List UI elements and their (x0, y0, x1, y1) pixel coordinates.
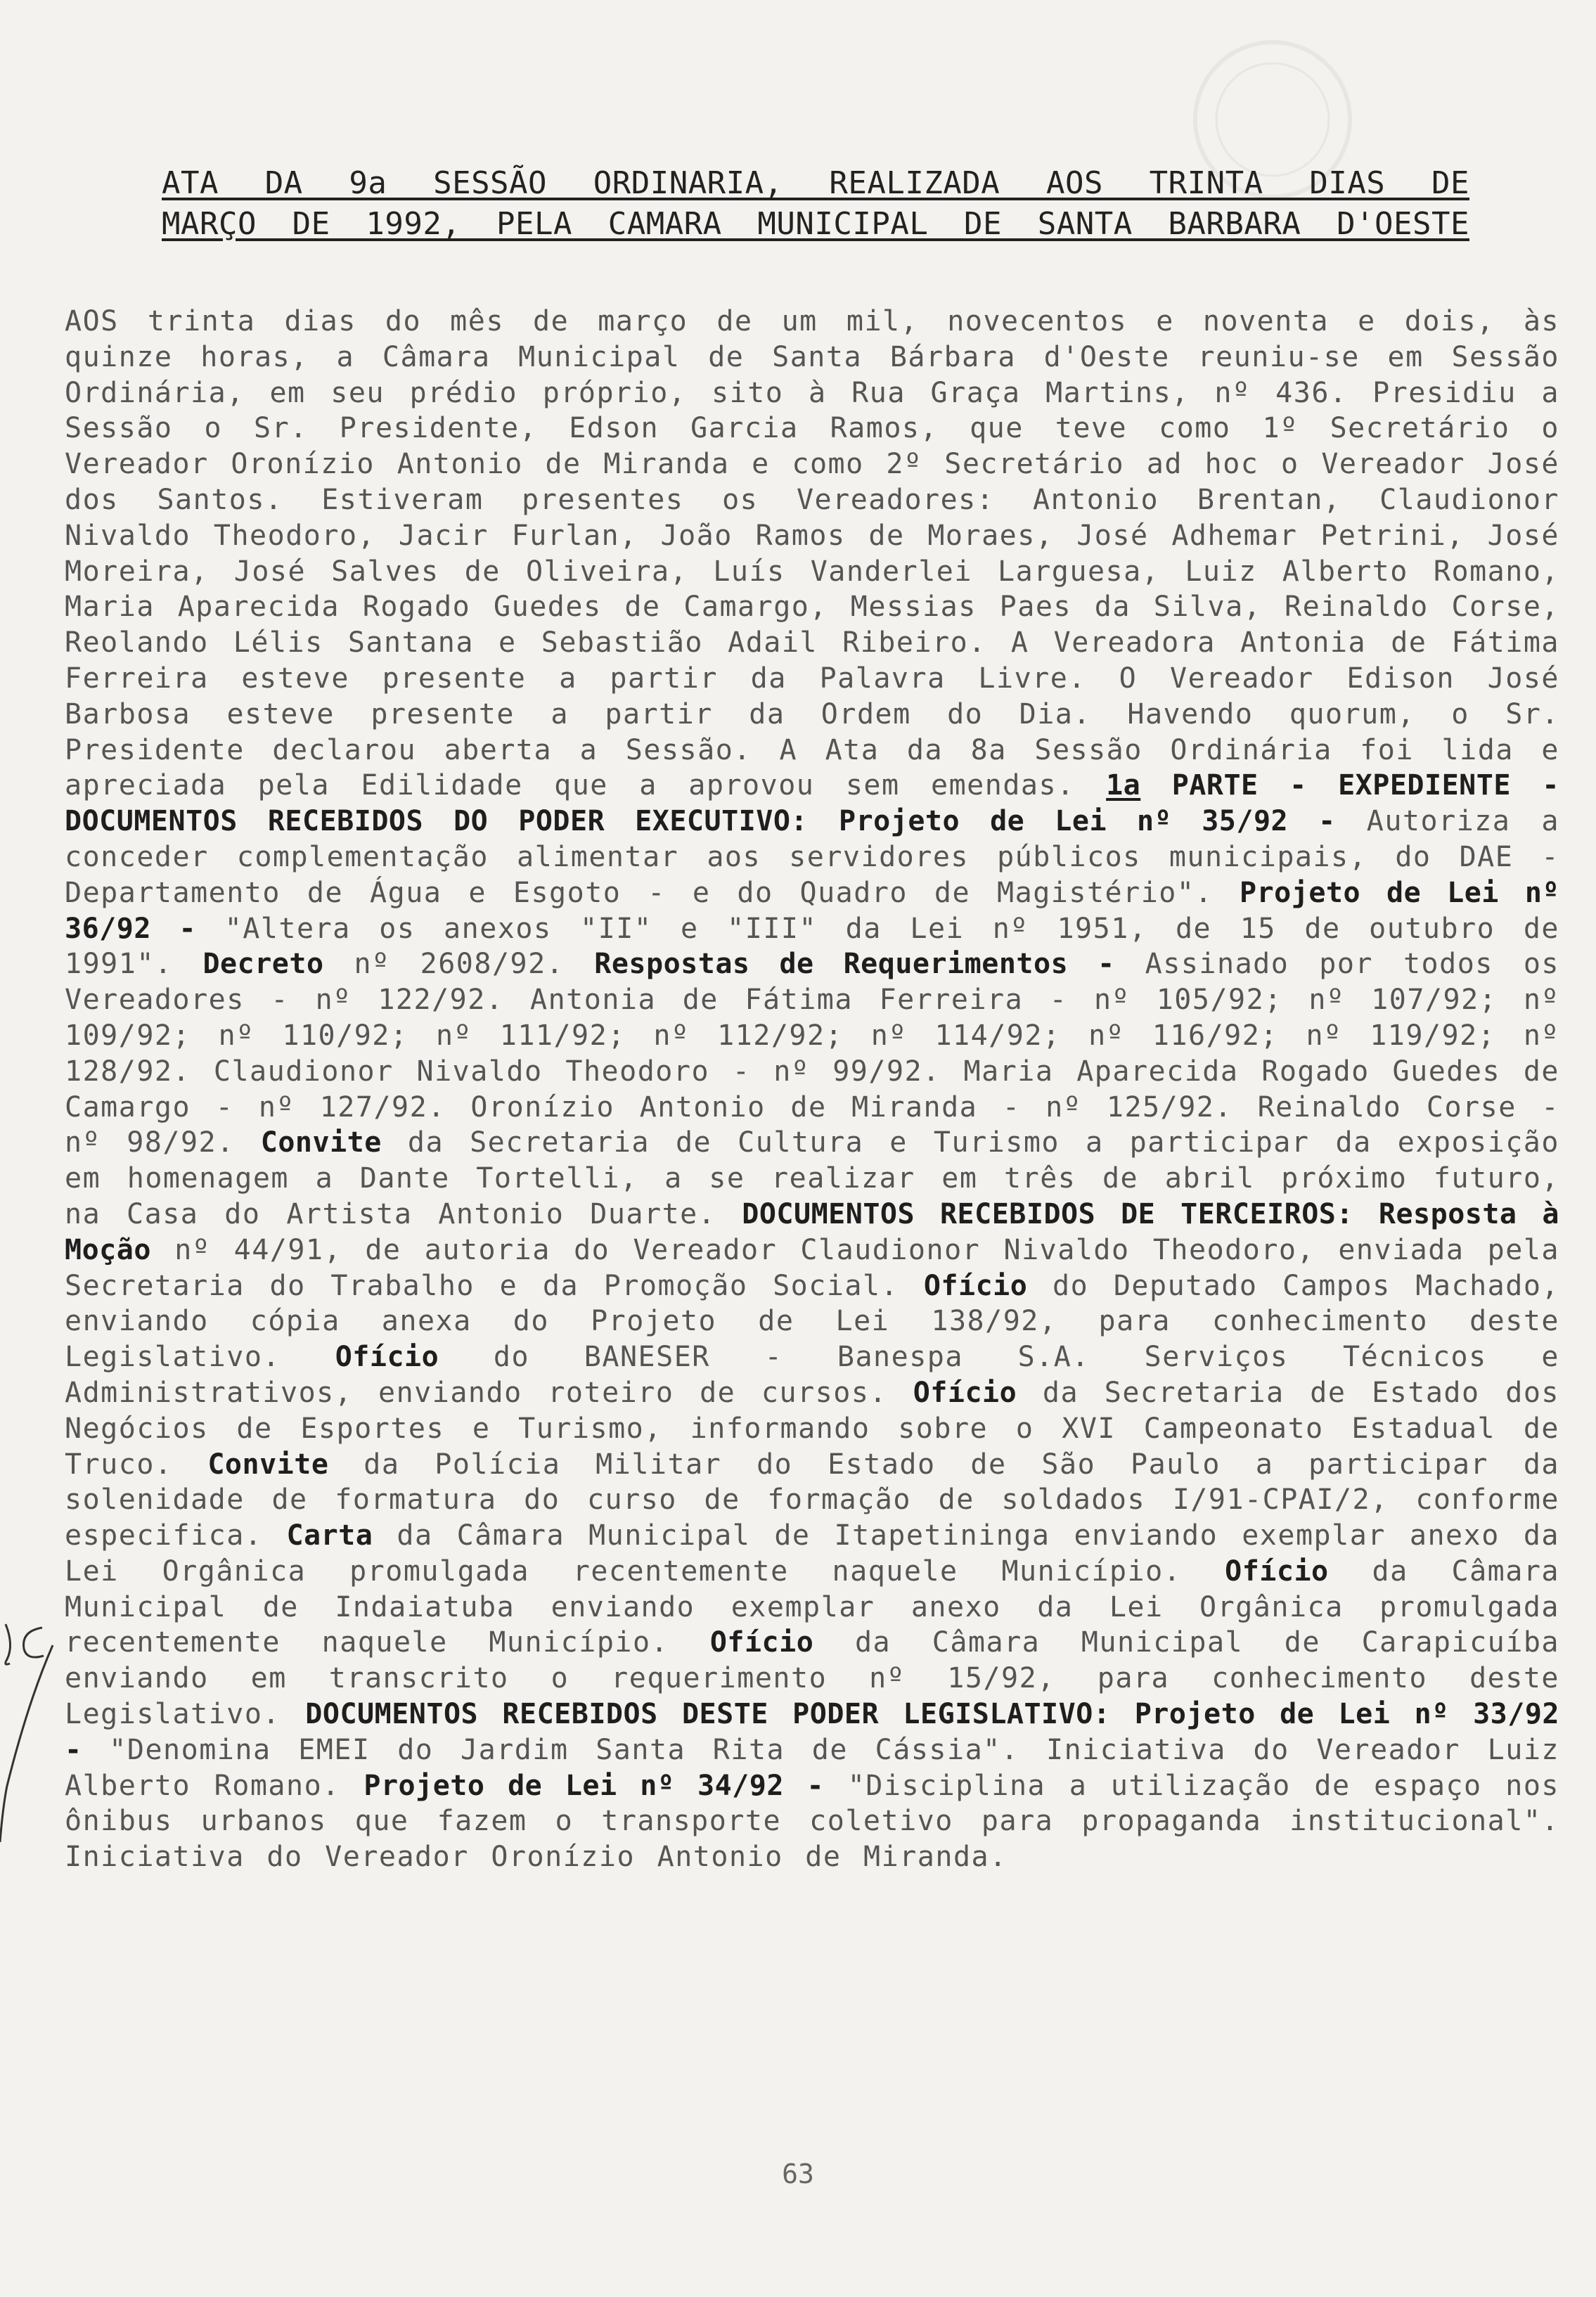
title-line-2: MARÇO DE 1992, PELA CAMARA MUNICIPAL DE SANTA BARBARA D'OESTE (162, 206, 1469, 242)
section-docs-terceiros: DOCUMENTOS RECEBIDOS DE TERCEIROS: Resposta à Moção (65, 1197, 1559, 1266)
carta-text: da Câmara Municipal de Itapetininga enviando exemplar anexo da Lei Orgânica promulgada recentemente naquele Município. (65, 1519, 1559, 1588)
projeto-35-text: Autoriza a conceder complementação alimentar aos servidores públicos municipais, do DAE - Departamento de Água e Esgoto - e do Quadro de Magistério". (65, 805, 1559, 909)
heading-dash: - (1289, 769, 1307, 802)
parte-label: PARTE (1171, 769, 1259, 802)
convite-2-label: Convite (207, 1448, 329, 1481)
oficio-4-label: Ofício (1225, 1555, 1329, 1588)
document-title (162, 163, 1469, 245)
oficio-1-label: Ofício (923, 1269, 1028, 1302)
expediente-heading: EXPEDIENTE (1338, 769, 1511, 802)
projeto-34-text: "Disciplina a utilização de espaço nos ônibus urbanos que fazem o transporte coletivo para propaganda institucional". Iniciativa do Vereador Oronízio Antonio de Miranda. (65, 1769, 1559, 1874)
decreto-label: Decreto (202, 948, 324, 981)
parte-number: 1a (1106, 769, 1141, 802)
convite-2-text: da Polícia Militar do Estado de São Paulo a participar da solenidade de formatura do curso de formação de soldados I/91-CPAI/2, conforme especifica. (65, 1448, 1559, 1552)
heading-dash: - (1542, 769, 1559, 802)
projeto-36-label: Projeto de Lei nº 36/92 - (65, 876, 1559, 945)
decreto-text: nº 2608/92. (354, 948, 565, 981)
respostas-text: Assinado por todos os Vereadores - nº 122/92. Antonia de Fátima Ferreira - nº 105/92; nº 107/92; nº 109/92; nº 110/92; nº 111/92; nº 112/92; nº 114/92; nº 116/92; nº 119/92; nº 128/92. Claudionor Nivaldo Theodoro - nº 99/92. Maria Aparecida Rogado Guedes de Camargo - nº 127/92. Oronízio Antonio de Miranda - nº 125/92. Reinaldo Corse - nº 98/92. (65, 948, 1559, 1159)
opening-paragraph: AOS trinta dias do mês de março de um mil, novecentos e noventa e dois, às quinze horas, a Câmara Municipal de Santa Bárbara d'Oeste reuniu-se em Sessão Ordinária, em seu prédio próprio, sito à Rua Graça Martins, nº 436. Presidiu a Sessão o Sr. Presidente, Edson Garcia Ramos, que teve como 1º Secretário o Vereador Oronízio Antonio de Miranda e como 2º Secretário ad hoc o Vereador José dos Santos. Estiveram presentes os Vereadores: Antonio Brentan, Claudionor Nivaldo Theodoro, Jacir Furlan, João Ramos de Moraes, José Adhemar Petrini, José Moreira, José Salves de Oliveira, Luís Vanderlei Larguesa, Luiz Alberto Romano, Maria Aparecida Rogado Guedes de Camargo, Messias Paes da Silva, Reinaldo Corse, Reolando Lélis Santana e Sebastião Adail Ribeiro. A Vereadora Antonia de Fátima Ferreira esteve presente a partir da Palavra Livre. O Vereador Edison José Barbosa esteve presente a partir da Ordem do Dia. Havendo quorum, o Sr. Presidente declarou aberta a Sessão. A Ata da 8a Sessão Ordinária foi lida e apreciada pela Edilidade que a aprovou sem emendas. (65, 305, 1559, 802)
oficio-5-text: da Câmara Municipal de Carapicuíba enviando em transcrito o requerimento nº 15/92, para conhecimento deste Legislativo. (65, 1626, 1559, 1731)
oficio-3-text: da Secretaria de Estado dos Negócios de Esportes e Turismo, informando sobre o XVI Campeonato Estadual de Truco. (65, 1376, 1559, 1481)
handwritten-margin-annotation (0, 1617, 84, 1849)
minutes-body (65, 304, 1559, 1875)
carta-label: Carta (286, 1519, 373, 1552)
projeto-35-label: Projeto de Lei nº 35/92 - (839, 805, 1336, 838)
oficio-3-label: Ofício (913, 1376, 1017, 1409)
section-docs-legislativo: DOCUMENTOS RECEBIDOS DESTE PODER LEGISLATIVO: Projeto de Lei nº 33/92 - (65, 1698, 1559, 1766)
oficio-5-label: Ofício (709, 1626, 814, 1659)
convite-1-label: Convite (260, 1126, 382, 1159)
title-line-1: ATA DA 9a SESSÃO ORDINARIA, REALIZADA AOS TRINTA DIAS DE (162, 165, 1469, 201)
page-number: 63 (782, 2158, 814, 2189)
oficio-4-text: da Câmara Municipal de Indaiatuba enviando exemplar anexo da Lei Orgânica promulgada recentemente naquele Município. (65, 1555, 1559, 1659)
oficio-2-label: Ofício (335, 1341, 439, 1374)
oficio-2-text: do BANESER - Banespa S.A. Serviços Técnicos e Administrativos, enviando roteiro de cursos. (65, 1341, 1559, 1409)
section-docs-executivo: DOCUMENTOS RECEBIDOS DO PODER EXECUTIVO: (65, 805, 808, 838)
respostas-label: Respostas de Requerimentos - (594, 948, 1115, 981)
projeto-33-text: "Denomina EMEI do Jardim Santa Rita de Cássia". Iniciativa do Vereador Luiz Alberto Romano. (65, 1733, 1559, 1802)
oficio-1-text: do Deputado Campos Machado, enviando cópia anexa do Projeto de Lei 138/92, para conhecimento deste Legislativo. (65, 1269, 1559, 1374)
projeto-34-label: Projeto de Lei nº 34/92 - (363, 1769, 825, 1802)
convite-1-text: da Secretaria de Cultura e Turismo a participar da exposição em homenagem a Dante Tortelli, a se realizar em três de abril próximo futuro, na Casa do Artista Antonio Duarte. (65, 1126, 1559, 1230)
projeto-36-text: "Altera os anexos "II" e "III" da Lei nº 1951, de 15 de outubro de 1991". (65, 912, 1559, 981)
mocao-text: nº 44/91, de autoria do Vereador Claudionor Nivaldo Theodoro, enviada pela Secretaria do Trabalho e da Promoção Social. (65, 1233, 1559, 1302)
